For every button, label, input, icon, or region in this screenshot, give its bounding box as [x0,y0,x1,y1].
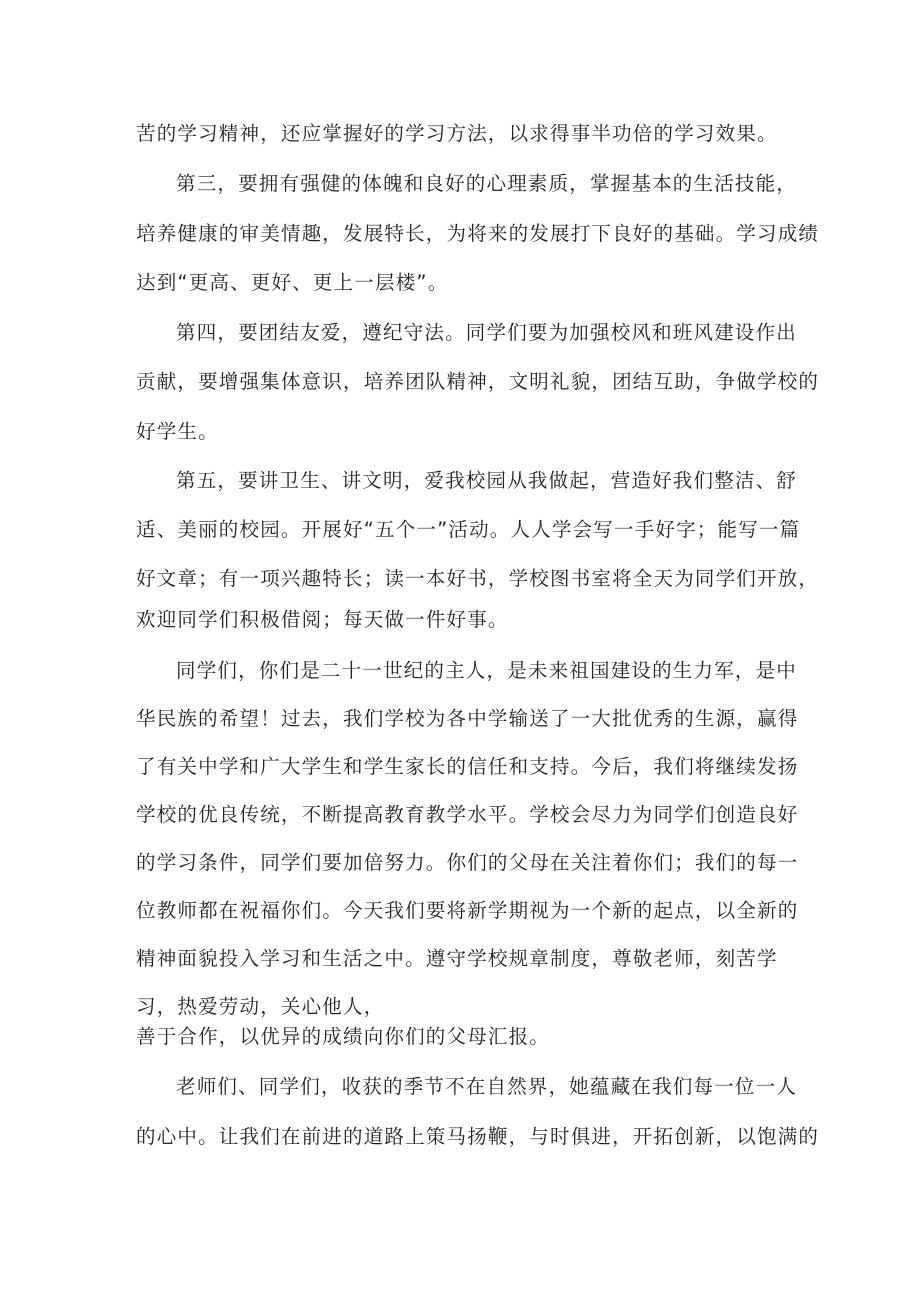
text-line: 善于合作，以优异的成绩向你们的父母汇报。 [136,1025,551,1048]
text-line: 学校的优良传统，不断提高教育教学水平。学校会尽力为同学们创造良好 [136,803,799,826]
text-line: 苦的学习精神，还应掌握好的学习方法，以求得事半功倍的学习效果。 [136,122,778,145]
text-line: 第三，要拥有强健的体魄和良好的心理素质，掌握基本的生活技能， [176,172,798,195]
text-line: 达到“更高、更好、更上一层楼”。 [136,271,449,294]
text-line: 精神面貌投入学习和生活之中。遵守学校规章制度，尊敬老师，刻苦学 [136,947,778,970]
text-line: 第五，要讲卫生、讲文明，爱我校园从我做起，营造好我们整洁、舒 [176,469,798,492]
text-line: 好文章；有一项兴趣特长；读一本好书，学校图书室将全天为同学们开放， [136,567,820,590]
text-line: 同学们，你们是二十一世纪的主人，是未来祖国建设的生力军，是中 [176,659,798,682]
text-line: 了有关中学和广大学生和学生家长的信任和支持。今后，我们将继续发扬 [136,755,799,778]
text-line: 位教师都在祝福你们。今天我们要将新学期视为一个新的起点，以全新的 [136,899,799,922]
text-line: 欢迎同学们积极借阅；每天做一件好事。 [136,608,509,631]
text-line: 培养健康的审美情趣，发展特长，为将来的发展打下良好的基础。学习成绩 [136,222,820,245]
text-line: 华民族的希望！过去，我们学校为各中学输送了一大批优秀的生源，赢得 [136,707,799,730]
text-line: 的学习条件，同学们要加倍努力。你们的父母在关注着你们；我们的每一 [136,851,799,874]
text-line: 好学生。 [136,420,219,443]
text-line: 的心中。让我们在前进的道路上策马扬鞭，与时俱进，开拓创新，以饱满的 [136,1125,820,1148]
text-line: 老师们、同学们，收获的季节不在自然界，她蕴藏在我们每一位一人 [176,1075,798,1098]
text-line: 适、美丽的校园。开展好“五个一”活动。人人学会写一手好字；能写一篇 [136,518,801,541]
text-line: 习，热爱劳动，关心他人， [136,995,385,1018]
text-line: 第四，要团结友爱，遵纪守法。同学们要为加强校风和班风建设作出 [176,321,798,344]
text-line: 贡献，要增强集体意识，培养团队精神，文明礼貌，团结互助，争做学校的 [136,370,820,393]
